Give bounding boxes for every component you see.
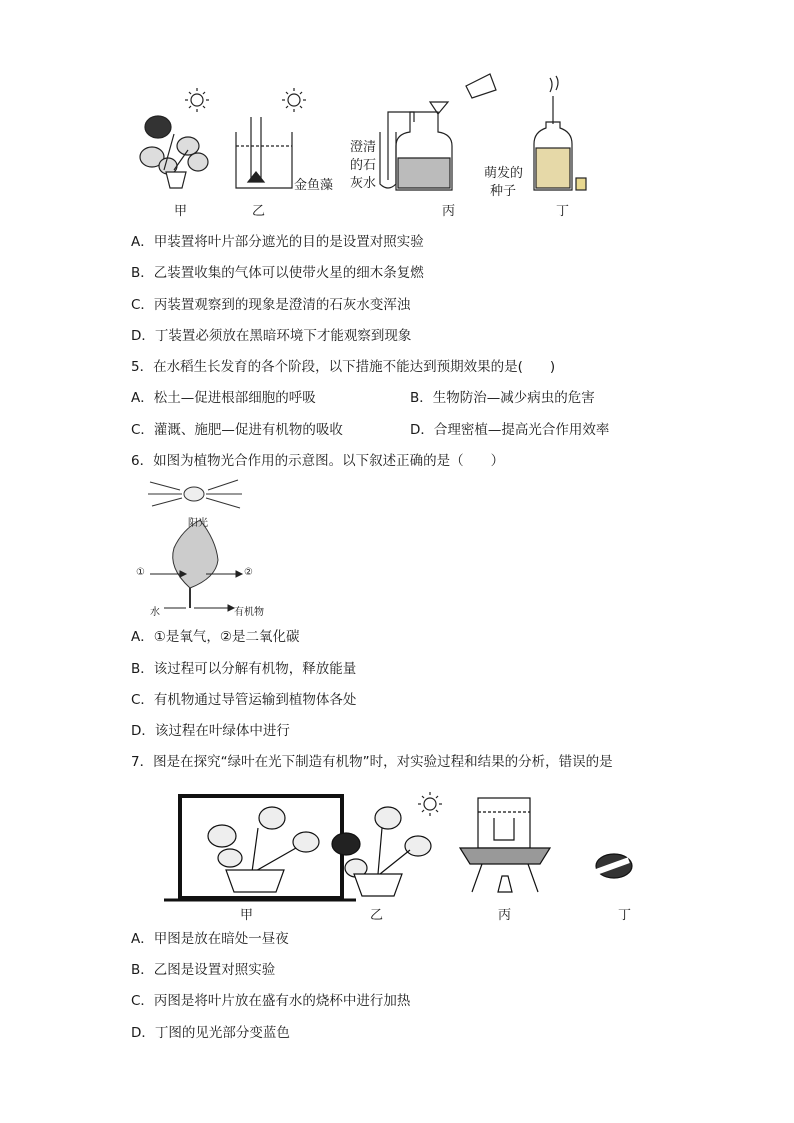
stained-leaf <box>590 854 632 878</box>
q7-option-c: C．丙图是将叶片放在盛有水的烧杯中进行加热 <box>131 993 411 1009</box>
label-water: 水 <box>150 607 160 618</box>
figure-label-yi: 乙 <box>370 908 384 923</box>
q7-option-d: D．丁图的见光部分变蓝色 <box>131 1025 290 1041</box>
figure-label-ding: 丁 <box>556 204 570 219</box>
figure-label-jia: 甲 <box>240 908 254 923</box>
dark-box-with-plant <box>164 796 356 900</box>
callout-limewater-1: 澄清 <box>350 140 377 155</box>
potted-plant-shaded-leaf <box>140 116 208 188</box>
sun-icon <box>185 88 209 112</box>
seed-bottle-with-limewater-tube <box>380 74 496 190</box>
leaf-icon <box>173 520 218 608</box>
callout-limewater-3: 灰水 <box>350 176 377 191</box>
callout-germinating-seeds-2: 种子 <box>490 184 517 199</box>
label-input-1: ① <box>136 567 145 578</box>
beaker-with-test-tube <box>236 117 292 188</box>
callout-goldfish-algae: 金鱼藻 <box>294 178 334 193</box>
q6-option-a: A．①是氧气，②是二氧化碳 <box>131 629 300 645</box>
figure-label-ding: 丁 <box>618 908 632 923</box>
figure-label-jia: 甲 <box>174 204 188 219</box>
q6-option-d: D．该过程在叶绿体中进行 <box>131 723 290 739</box>
figure-label-bing: 丙 <box>442 204 456 219</box>
figure-starch-experiment <box>160 788 650 928</box>
q6-stem: 6．如图为植物光合作用的示意图。以下叙述正确的是（ ） <box>131 453 505 469</box>
q5-option-c: C．灌溉、施肥—促进有机物的吸收 <box>131 422 343 438</box>
figure-label-yi: 乙 <box>252 204 266 219</box>
q5-option-b: B．生物防治—减少病虫的危害 <box>410 390 595 406</box>
label-output-2: ② <box>244 567 253 578</box>
starch-experiment-drawing <box>160 788 650 928</box>
q7-stem: 7．图是在探究“绿叶在光下制造有机物”时，对实验过程和结果的分析，错误的是 <box>131 754 613 770</box>
q4-option-c: C．丙装置观察到的现象是澄清的石灰水变浑浊 <box>131 297 411 313</box>
q4-option-b: B．乙装置收集的气体可以使带火星的细木条复燃 <box>131 265 424 281</box>
q7-option-b: B．乙图是设置对照实验 <box>131 962 276 978</box>
q5-option-a: A．松土—促进根部细胞的呼吸 <box>131 390 316 406</box>
sun-icon <box>148 480 242 508</box>
figure-experiment-setups <box>130 62 610 222</box>
beaker-heating-setup <box>460 798 550 892</box>
q4-option-d: D．丁装置必须放在黑暗环境下才能观察到现象 <box>131 328 412 344</box>
q4-option-a: A．甲装置将叶片部分遮光的目的是设置对照实验 <box>131 234 424 250</box>
seed-jar-with-candle <box>534 76 586 190</box>
sun-icon <box>418 792 442 816</box>
q5-stem: 5．在水稻生长发育的各个阶段，以下措施不能达到预期效果的是( ) <box>131 359 556 375</box>
figure-label-bing: 丙 <box>498 908 512 923</box>
callout-germinating-seeds-1: 萌发的 <box>484 166 524 181</box>
potted-plant-shaded-leaf <box>332 807 431 896</box>
sun-icon <box>282 88 306 112</box>
callout-limewater-2: 的石 <box>350 158 377 173</box>
q5-option-d: D．合理密植—提高光合作用效率 <box>410 422 610 438</box>
photosynthesis-leaf-drawing <box>134 478 274 618</box>
label-sunlight: 阳光 <box>188 518 208 529</box>
q7-option-a: A．甲图是放在暗处一昼夜 <box>131 931 289 947</box>
figure-photosynthesis <box>134 478 274 618</box>
q6-option-b: B．该过程可以分解有机物，释放能量 <box>131 661 357 677</box>
label-organic-matter: 有机物 <box>234 607 264 618</box>
q6-option-c: C．有机物通过导管运输到植物体各处 <box>131 692 357 708</box>
